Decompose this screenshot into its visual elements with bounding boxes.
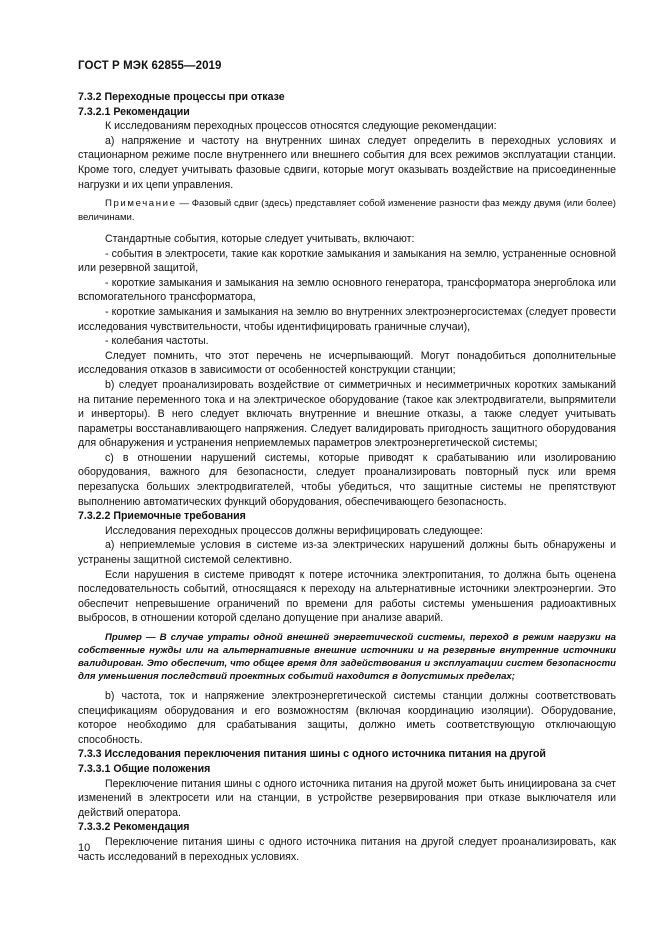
subsection-heading-7-3-2-2: 7.3.2.2 Приемочные требования	[78, 510, 246, 523]
paragraph: c) в отношении нарушений системы, которые приводят к срабатыванию или изолированию оборудования, важного для безопасности, следует проанализировать повторный пуск или время перезапуска больших электродвигателей, чтобы убедиться, что защитные системы не препятствуют выполнению автоматических функций оборудования, обеспечивающего безопасность.	[78, 451, 616, 508]
paragraph: Стандартные события, которые следует учитывать, включают:	[105, 232, 415, 245]
paragraph: b) частота, ток и напряжение электроэнергетической системы станции должны соответствовать спецификациям оборудования и его возможностям (включая координацию изоляции). Оборудование, которое необходимо для срабатывания защиты, должно иметь соответствующую отключающую способность.	[78, 690, 616, 746]
section-heading-7-3-2: 7.3.2 Переходные процессы при отказе	[78, 91, 285, 103]
subsection-heading-7-3-3-2: 7.3.3.2 Рекомендация	[78, 821, 190, 834]
note	[78, 197, 616, 224]
note-text: — Фазовый сдвиг (здесь) представляет собой изменение разности фаз между двумя (или более) величинами.	[78, 198, 616, 223]
paragraph: Исследования переходных процессов должны верифицировать следующее:	[105, 524, 483, 537]
list-item: - короткие замыкания и замыкания на землю основного генератора, трансформатора энергоблока или вспомогательного трансформатора,	[78, 276, 616, 304]
subsection-heading-7-3-3-1: 7.3.3.1 Общие положения	[78, 762, 211, 775]
example-text: Пример — В случае утраты одной внешней энергетической системы, переход в режим нагрузки на собственные нужды или на альтернативные внешние источники и на резервные внутренние источники валидирован. Это обеспечит, что общее время для задействования и эксплуатации систем безопасности для уменьшения последствий проектных событий находится в допустимых пределах;	[78, 632, 616, 682]
paragraph: Если нарушения в системе приводят к потере источника электропитания, то должна быть оценена последовательность событий, относящаяся к переходу на альтернативные источники электроэнергии. Это обеспечит непревышение ограничений по времени для работы системы уменьшения радиоактивных выбросов, в отношении которой сделано допущение при анализе аварий.	[78, 568, 616, 625]
page-number: 10	[78, 842, 91, 854]
list-item: - события в электросети, такие как короткие замыкания и замыкания на землю, устраненные основной или резервной защитой,	[78, 247, 616, 275]
paragraph: а) напряжение и частоту на внутренних шинах следует определить в переходных условиях и стационарном режиме после внутреннего или внешнего события для всех режимов эксплуатации станции. Кроме того, следует учитывать фазовые сдвиги, которые могут оказывать воздействие на присоединенные нагрузки и их цепи управления.	[78, 134, 616, 191]
list-item: - колебания частоты.	[105, 335, 209, 348]
paragraph: b) следует проанализировать воздействие от симметричных и несимметричных коротких замыканий на питание переменного тока и на электрическое оборудование (такое как электродвигатели, выпрямители и инверторы). В него следует включать внутренние и внешние отказы, а также следует учитывать параметры восстанавливающего напряжения. Следует валидировать пригодность защитного оборудования для обнаружения и устранения неприемлемых параметров электроэнергетической системы;	[78, 378, 616, 450]
document-header: ГОСТ Р МЭК 62855—2019	[78, 60, 222, 72]
paragraph: Следует помнить, что этот перечень не исчерпывающий. Могут понадобиться дополнительные исследования отказов в зависимости от особенностей конструкции станции;	[78, 349, 616, 377]
note-label: Примечание	[105, 198, 177, 210]
paragraph: Переключение питания шины с одного источника питания на другой следует проанализировать, как часть исследований в переходных условиях.	[78, 835, 616, 863]
document-body	[78, 90, 616, 864]
section-heading-7-3-3: 7.3.3 Исследования переключения питания шины с одного источника питания на другой	[78, 748, 546, 761]
subsection-heading-7-3-2-1: 7.3.2.1 Рекомендации	[78, 105, 190, 118]
paragraph: а) неприемлемые условия в системе из-за электрических нарушений должны быть обнаружены и устранены защитной системой селективно.	[78, 539, 616, 567]
list-item: - короткие замыкания и замыкания на землю во внутренних электроэнергосистемах (следует провести исследования чувствительности, чтобы идентифицировать граничные случаи),	[78, 305, 616, 333]
paragraph: Переключение питания шины с одного источника питания на другой может быть инициирована за счет изменений в электросети или на станции, в устройстве резервирования при отказе выключателя или действий оператора.	[78, 777, 616, 819]
paragraph: К исследованиям переходных процессов относятся следующие рекомендации:	[105, 120, 497, 133]
